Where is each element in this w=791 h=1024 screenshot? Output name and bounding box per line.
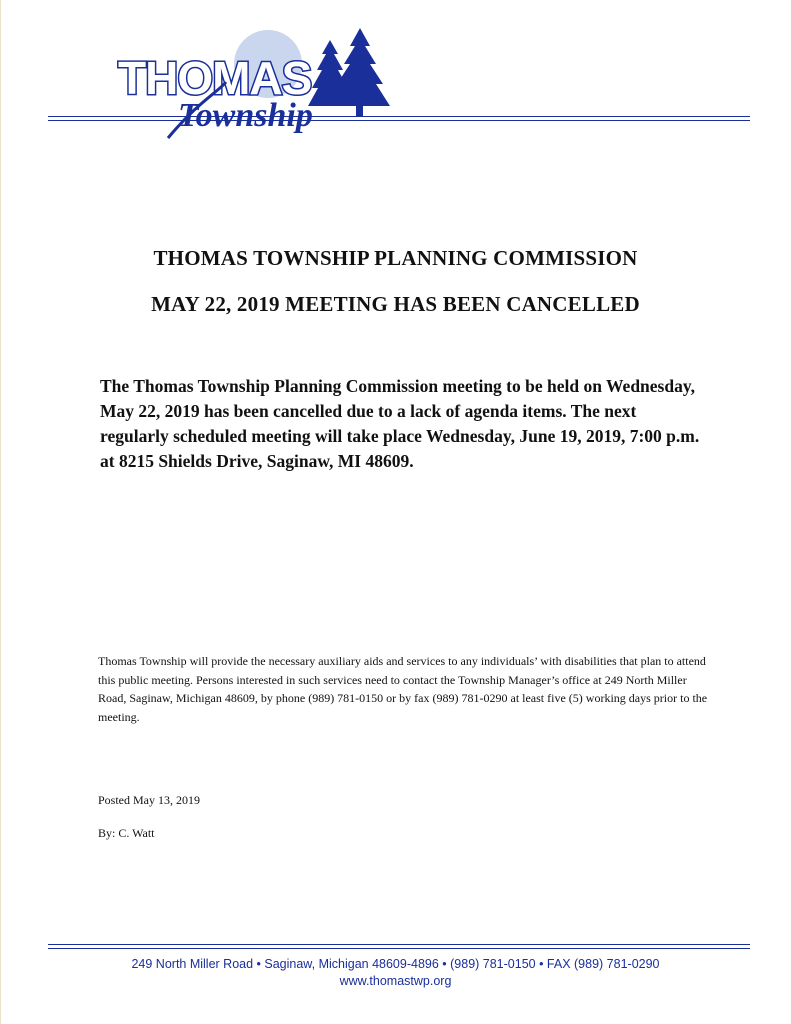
header-rule-bottom <box>48 120 750 121</box>
accessibility-notice: Thomas Township will provide the necessary auxiliary aids and services to any individuals’ with disabilities that plan to attend this public meeting. Persons interested in such services need to contact the Township Manager’s office at 249 North Miller Road, Saginaw, Michigan 48609, by phone (989) 781-0150 or by fax (989) 781-0290 at least five (5) working days prior to the meeting. <box>98 654 708 724</box>
page-title-line-1: THOMAS TOWNSHIP PLANNING COMMISSION <box>153 246 638 270</box>
posted-by: By: C. Watt <box>98 826 155 840</box>
header-rule-top <box>48 116 750 117</box>
footer-rule-top <box>48 944 750 945</box>
logo-word-township: Township <box>178 97 313 134</box>
thomas-township-logo <box>108 22 408 144</box>
pine-trees-icon <box>308 28 390 116</box>
logo-word-thomas: THOMAS <box>118 52 312 104</box>
page-title-line-2: MAY 22, 2019 MEETING HAS BEEN CANCELLED <box>151 292 640 316</box>
cancellation-announcement: The Thomas Township Planning Commission meeting to be held on Wednesday, May 22, 2019 has been cancelled due to a lack of agenda items. The next regularly scheduled meeting will take place Wednesday, June 19, 2019, 7:00 p.m. at 8215 Shields Drive, Saginaw, MI 48609. <box>100 376 700 471</box>
footer-rule-bottom <box>48 948 750 949</box>
footer-address: 249 North Miller Road • Saginaw, Michigan 48609-4896 • (989) 781-0150 • FAX (989) 781-0290 <box>131 957 660 971</box>
posted-date: Posted May 13, 2019 <box>98 793 200 807</box>
footer-website-link[interactable]: www.thomastwp.org <box>339 974 452 988</box>
page-edge <box>0 0 1 1024</box>
